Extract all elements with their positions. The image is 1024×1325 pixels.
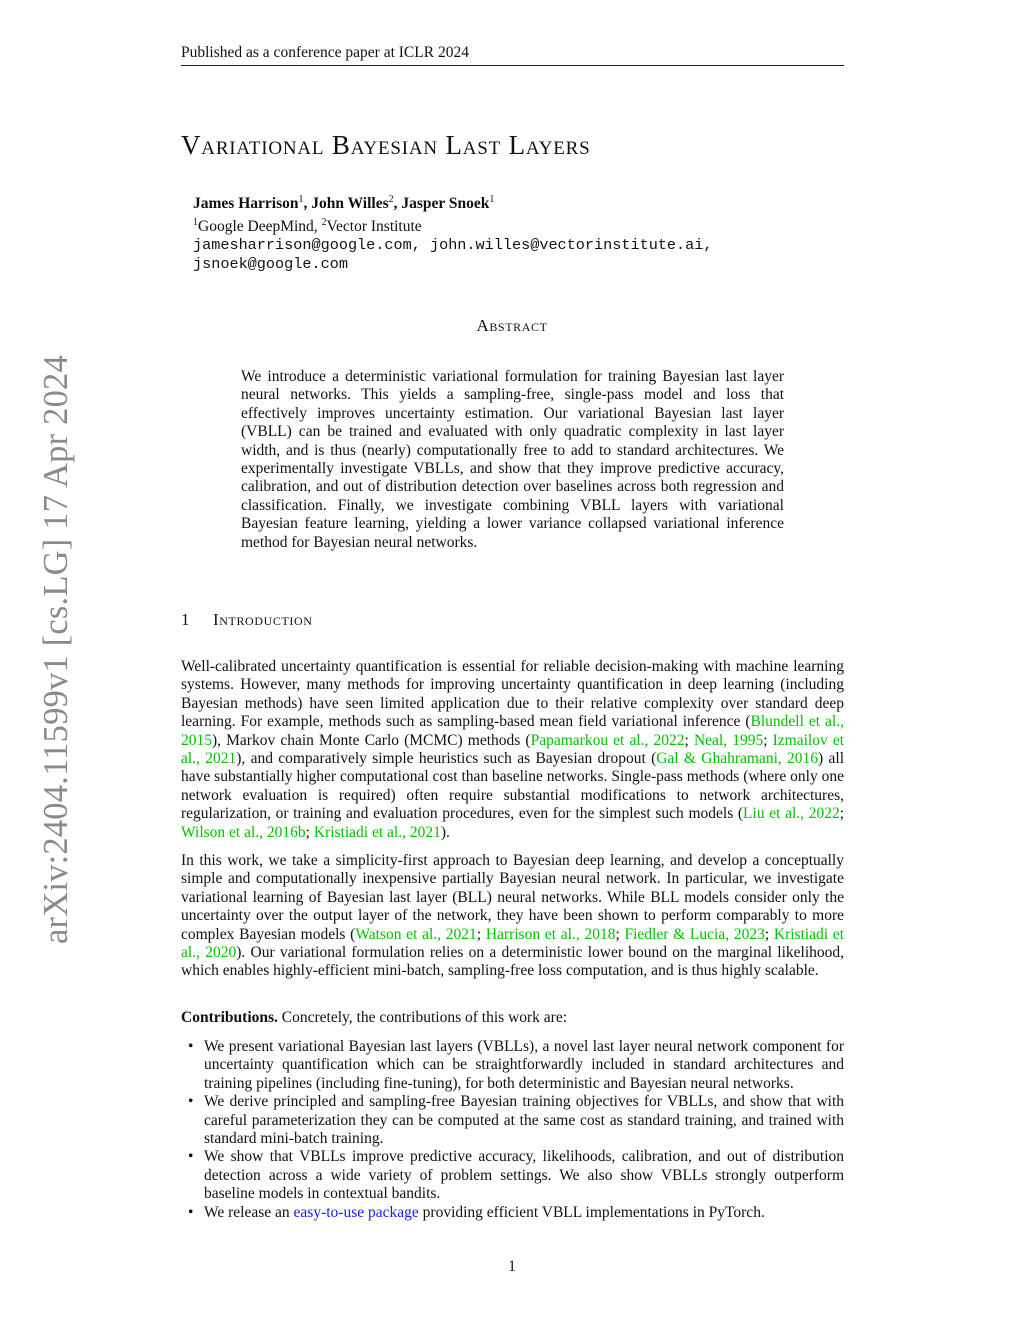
author-block [193,190,713,274]
list-item [181,1204,844,1222]
text-run: ; [615,925,625,943]
text-run: ; [305,823,314,841]
list-item [181,1148,844,1203]
citation-link[interactable]: Izmailov et al., 2021 [181,731,845,768]
text-run: We derive principled and sampling-free Bayesian training objectives for VBLLs, and show that with careful parameterization they can be computed at the same cost as standard training, and trained with standard mini-batch training. [204,1093,844,1148]
citation-link[interactable]: Papamarkou et al., 2022 [530,731,685,749]
text-run: ), and comparatively simple heuristics such as Bayesian dropout ( [236,750,657,768]
list-item [181,1038,844,1093]
arxiv-sidebar-stamp [36,352,76,946]
text-run: providing efficient VBLL implementations in PyTorch. [418,1203,765,1221]
text-run: We present variational Bayesian last layers (VBLLs), a novel last layer neural network component for uncertainty quantification which can be straightforwardly included in standard architectures and training pipelines (including fine-tuning), for both deterministic and Bayesian neural networks. [204,1038,844,1092]
text-run: We show that VBLLs improve predictive accuracy, likelihoods, calibration, and out of distribution detection across a wide variety of problem settings. We also show VBLLs strongly outperform baseline models in contextual bandits. [204,1148,844,1203]
citation-link[interactable]: Wilson et al., 2016b [181,823,306,841]
paper-title: Variational Bayesian Last Layers [181,130,591,160]
text-run: ; [764,925,774,943]
author-2-affil: 2 [388,194,394,205]
affil-1: Google DeepMind, [198,218,322,236]
text-run: Well-calibrated uncertainty quantification is essential for reliable decision-making with machine learning systems. However, many methods for improving uncertainty quantification in deep learning (including Bayesian methods) have seen limited application due to their relative complexity over standard deep learning. For example, methods such as sampling-based mean field variational inference ( [181,658,844,731]
page-number: 1 [508,1258,516,1275]
affiliations [193,213,713,236]
arxiv-id-text: arXiv:2404.11599v1 [cs.LG] 17 Apr 2024 [36,354,75,944]
contributions-intro [181,1009,844,1027]
intro-paragraph-2 [181,852,844,981]
text-run: ) all have substantially higher computational cost than baseline networks. Single-pass methods (where only one network evaluation is required) often require substantial modifications to network architectures, regularization, or training and evaluation procedures, even for the simplest such models ( [181,750,844,823]
bullet-icon: • [188,1203,194,1221]
email-line-2: jsnoek@google.com [193,255,348,274]
text-run: ). [440,823,450,841]
text-run: We release an [204,1203,294,1221]
text-run: In this work, we take a simplicity-first approach to Bayesian deep learning, and develop a conceptually simple and computationally inexpensive partially Bayesian neural network. In particular, we investigate variational learning of Bayesian last layer (BLL) neural networks. While BLL models consider only the uncertainty over the output layer of the network, they have been shown to perform comparably to more complex Bayesian models ( [181,852,844,943]
section-number: 1 [181,610,190,629]
bullet-icon: • [188,1093,194,1111]
abstract-heading: Abstract [476,316,548,335]
citation-link[interactable]: Neal, 1995 [693,731,764,749]
author-emails [193,236,713,274]
contributions-list [181,1038,844,1222]
affil-1-mark: 1 [193,217,198,229]
text-run: ; [476,925,486,943]
bullet-icon: • [188,1148,194,1166]
running-header: Published as a conference paper at ICLR 2024 [181,44,844,66]
affil-2-mark: 2 [321,217,327,229]
author-1-affil: 1 [298,194,304,205]
author-3: Jasper Snoek [401,195,490,213]
citation-link[interactable]: Kristiadi et al., 2020 [181,925,845,962]
author-names: James Harrison$^1$, John Willes$^2$, Jasper Snoek$^1$ [193,194,495,213]
citation-link[interactable]: Kristiadi et al., 2021 [313,823,441,841]
section-title: Introduction [213,610,313,629]
text-run: Concretely, the contributions of this work are: [277,1009,568,1026]
citation-link[interactable]: Liu et al., 2022 [743,805,840,823]
contributions-label: Contributions. [181,1009,278,1026]
intro-paragraph-1 [181,658,844,842]
author-2: John Willes [311,195,389,213]
citation-link[interactable]: Gal & Ghahramani, 2016 [656,750,819,768]
author-1: James Harrison [193,195,299,213]
citation-link[interactable]: Harrison et al., 2018 [485,925,616,943]
package-link[interactable]: easy-to-use package [293,1203,419,1221]
bullet-icon: • [188,1038,194,1055]
text-run: ; [763,731,773,749]
text-run: ; [684,731,694,749]
text-run: ). Our variational formulation relies on a deterministic lower bound on the marginal likelihood, which enables highly-efficient mini-batch, sampling-free loss computation, and is thus highly scalable. [181,944,845,980]
list-item [181,1093,844,1148]
affil-2: Vector Institute [326,218,422,236]
section-heading-introduction [181,610,313,630]
citation-link[interactable]: Blundell et al., 2015 [181,713,844,749]
text-run: ; [839,805,844,823]
citation-link[interactable]: Watson et al., 2021 [355,925,477,943]
author-3-affil: 1 [489,194,495,205]
text-run: ), Markov chain Monte Carlo (MCMC) methods ( [212,731,531,749]
citation-link[interactable]: Fiedler & Lucia, 2023 [624,925,765,943]
email-line-1: jamesharrison@google.com, john.willes@vectorinstitute.ai, [193,236,713,255]
abstract-text: We introduce a deterministic variational formulation for training Bayesian last layer neural networks. This yields a sampling-free, single-pass model and loss that effectively improves uncertainty estimation. Our variational Bayesian last layer (VBLL) can be trained and evaluated with only quadratic complexity in last layer width, and is thus (nearly) computationally free to add to standard architectures. We experimentally investigate VBLLs, and show that they improve predictive accuracy, calibration, and out of distribution detection over baselines across both regression and classification. Finally, we investigate combining VBLL layers with variational Bayesian feature learning, yielding a lower variance collapsed variational inference method for Bayesian neural networks. [241,368,784,551]
